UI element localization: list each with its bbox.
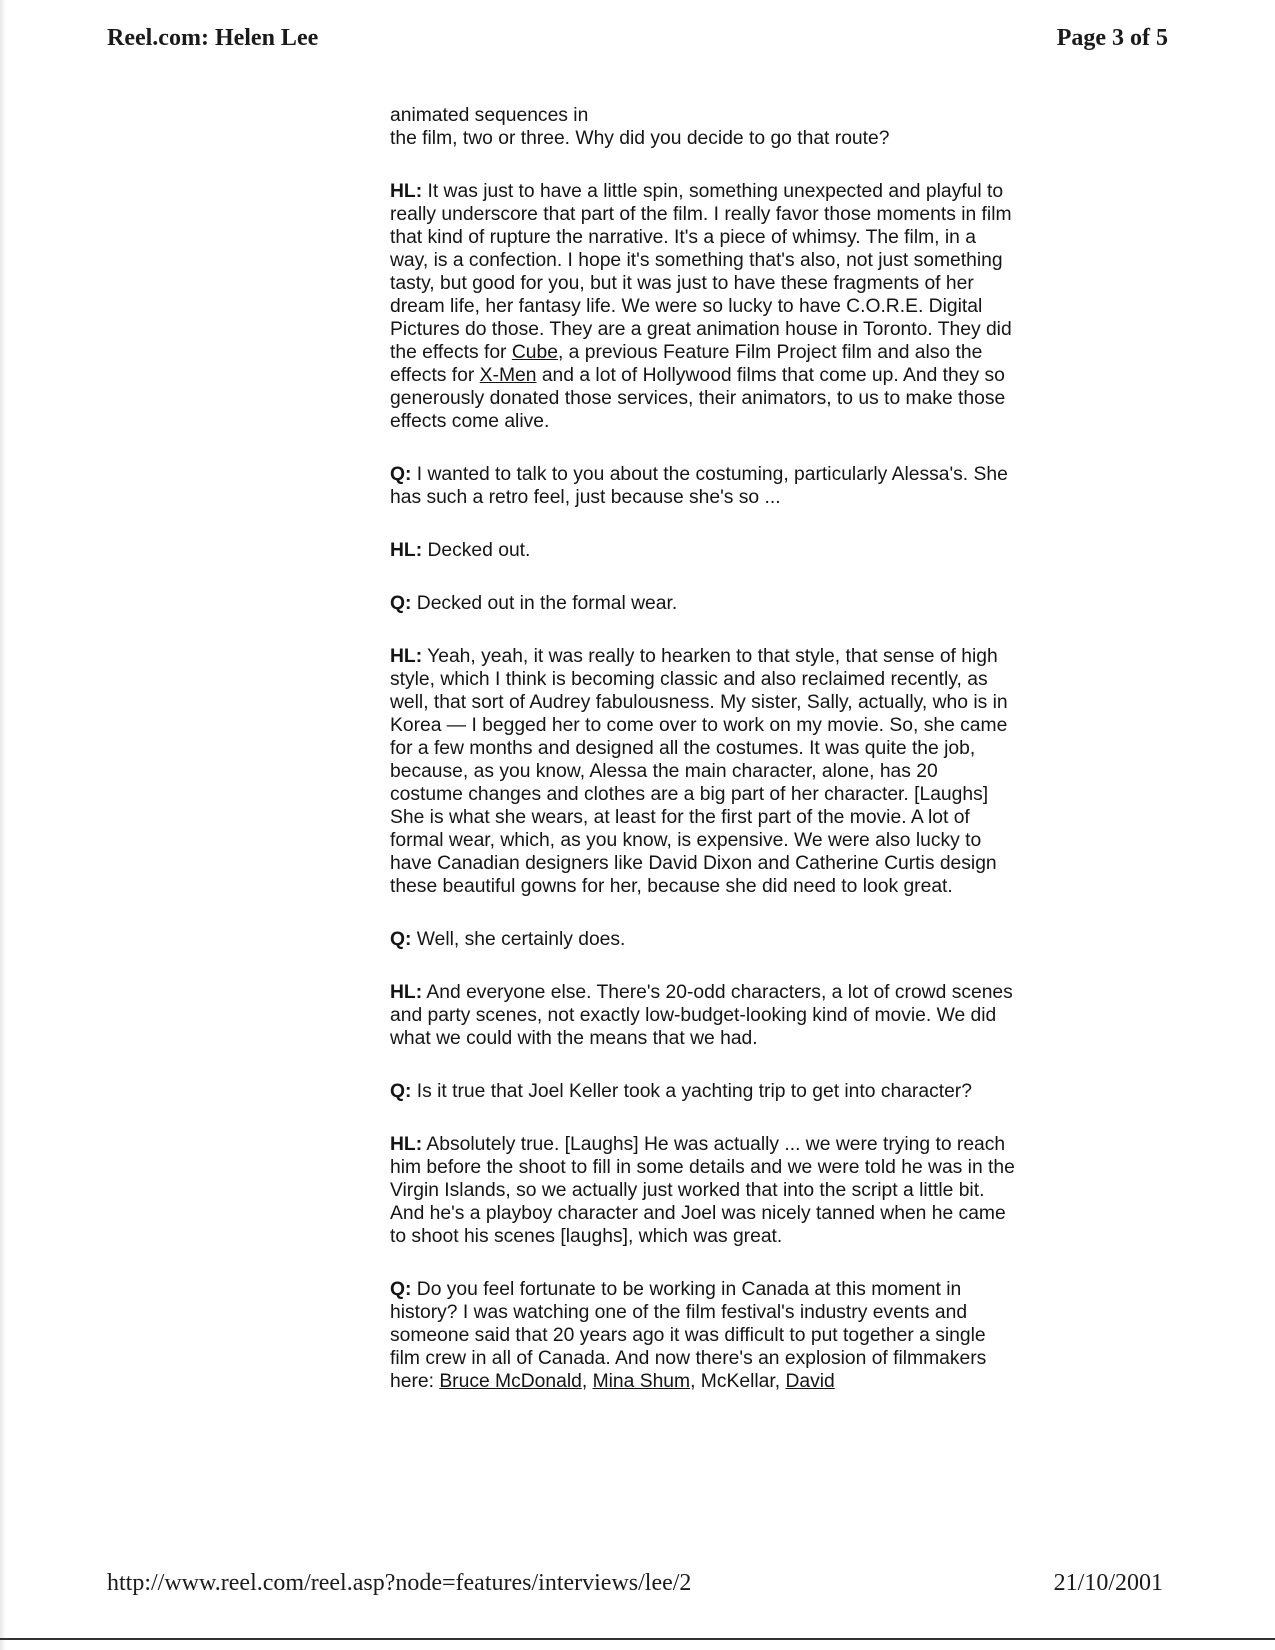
answer-text: Absolutely true. [Laughs] He was actually ... we were trying to reach him before the shoot to fill in some details and we were told he was in the Virgin Islands, so we actually just worked that into the script a little bit. And he's a playboy character and Joel was nicely tanned when he came to shoot his scenes [laughs], which was great. [390, 1134, 1015, 1247]
speaker-label: Q: [390, 1279, 412, 1300]
answer-everyone-else [390, 981, 1015, 1050]
page-indicator: Page 3 of 5 [1056, 24, 1168, 51]
scan-edge-shade [0, 0, 6, 1650]
speaker-label: HL: [390, 646, 423, 667]
question-certainly [390, 928, 1015, 951]
answer-style [390, 645, 1015, 898]
footer-url: http://www.reel.com/reel.asp?node=features/interviews/lee/2 [107, 1569, 692, 1596]
link-cube[interactable]: Cube [511, 342, 558, 363]
answer-absolutely-true [390, 1133, 1015, 1248]
separator-text: , McKellar, [690, 1371, 786, 1392]
answer-animation [390, 180, 1015, 433]
link-bruce-mcdonald[interactable]: Bruce McDonald [439, 1371, 582, 1392]
link-mina-shum[interactable]: Mina Shum [592, 1371, 691, 1392]
question-joel-keller [390, 1080, 1015, 1103]
link-david[interactable]: David [785, 1371, 835, 1392]
answer-decked-out [390, 539, 1015, 562]
question-formal-wear [390, 592, 1015, 615]
speaker-label: Q: [390, 464, 412, 485]
question-line-1: animated sequences in [390, 105, 589, 126]
speaker-label: HL: [390, 1134, 423, 1155]
answer-text: Yeah, yeah, it was really to hearken to that style, that sense of high style, which I think is becoming classic and also reclaimed recently, as well, that sort of Audrey fabulousness. My sister, Sally, actually, who is in Korea — I begged her to come over to work on my movie. So, she came for a few months and designed all the costumes. It was quite the job, because, as you know, Alessa the main character, alone, has 20 costume changes and clothes are a big part of her character. [Laughs] She is what she wears, at least for the first part of the movie. A lot of formal wear, which, as you know, is expensive. We were also lucky to have Canadian designers like David Dixon and Catherine Curtis design these beautiful gowns for her, because she did need to look great. [390, 646, 1008, 897]
question-text: I wanted to talk to you about the costuming, particularly Alessa's. She has such a retro feel, just because she's so ... [390, 464, 1008, 508]
question-continuation [390, 104, 1015, 150]
header-title: Reel.com: Helen Lee [107, 24, 319, 51]
question-text: Well, she certainly does. [411, 929, 626, 950]
speaker-label: Q: [390, 929, 412, 950]
answer-text: , a previous Feature Film Project film and also the effects for [390, 342, 983, 386]
question-text: Decked out in the formal wear. [411, 593, 678, 614]
speaker-label: HL: [390, 181, 423, 202]
speaker-label: Q: [390, 1081, 412, 1102]
speaker-label: HL: [390, 540, 423, 561]
answer-text: And everyone else. There's 20-odd characters, a lot of crowd scenes and party scenes, not exactly low-budget-looking kind of movie. We did what we could with the means that we had. [390, 982, 1013, 1049]
question-canada [390, 1278, 1015, 1393]
speaker-label: Q: [390, 593, 412, 614]
answer-text: and a lot of Hollywood films that come up. And they so generously donated those services, their animators, to us to make those effects come alive. [390, 365, 1006, 432]
link-x-men[interactable]: X-Men [479, 365, 537, 386]
bottom-rule [0, 1638, 1275, 1640]
answer-text: It was just to have a little spin, something unexpected and playful to really underscore that part of the film. I really favor those moments in film that kind of rupture the narrative. It's a piece of whimsy. The film, in a way, is a confection. I hope it's something that's also, not just something tasty, but good for you, but it was just to have these fragments of her dream life, her fantasy life. We were so lucky to have C.O.R.E. Digital Pictures do those. They are a great animation house in Toronto. They did the effects for [390, 181, 1012, 363]
speaker-label: HL: [390, 982, 423, 1003]
answer-text: Decked out. [422, 540, 531, 561]
page-header [107, 20, 1168, 56]
question-costuming [390, 463, 1015, 509]
question-text: Do you feel fortunate to be working in Canada at this moment in history? I was watching one of the film festival's industry events and someone said that 20 years ago it was difficult to put together a single film crew in all of Canada. And now there's an explosion of filmmakers here: [390, 1279, 987, 1392]
interview-text [390, 104, 1015, 1423]
question-line-2: the film, two or three. Why did you decide to go that route? [390, 128, 890, 149]
footer-date: 21/10/2001 [1053, 1569, 1163, 1596]
question-text: Is it true that Joel Keller took a yachting trip to get into character? [411, 1081, 972, 1102]
page-footer [107, 1565, 1163, 1601]
separator-text: , [581, 1371, 593, 1392]
